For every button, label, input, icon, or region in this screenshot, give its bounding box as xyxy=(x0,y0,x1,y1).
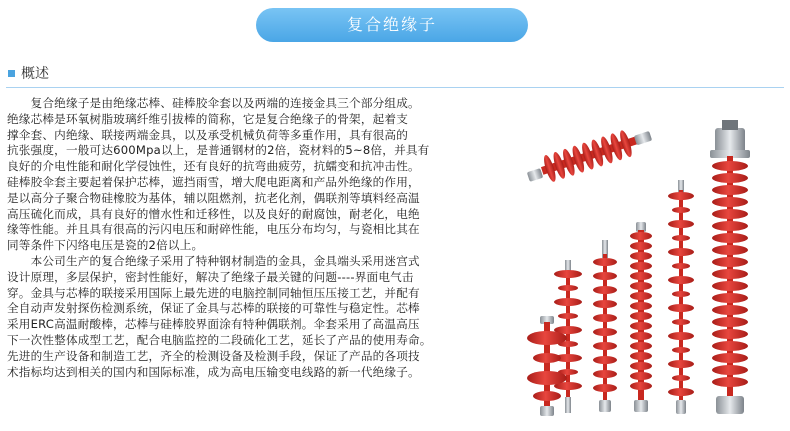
text-line: 绝缘芯棒是环氧树脂玻璃纤维引拔棒的简称，它是复合绝缘子的骨架，起着支 xyxy=(7,111,408,126)
text-line: 抗张强度，一般可达600Mpa以上，是普通钢材的2倍，瓷材料的5~8倍，并具有 xyxy=(7,143,430,158)
text-line: 撑伞套、内绝缘、联接两端金具，以及承受机械负荷等多重作用，具有很高的 xyxy=(7,127,408,142)
text-line: 是以高分子聚合物硅橡胶为基体，辅以阻燃剂，抗老化剂，偶联剂等填料经高温 xyxy=(7,190,420,205)
text-line: 本公司生产的复合绝缘子采用了特种钢材制造的金具，金具端头采用迷宫式 xyxy=(7,253,420,268)
text-line: 全自动声发射探伤检测系统，保证了金具与芯棒的联接的可靠性与稳定性。芯棒 xyxy=(7,301,420,316)
page-title-banner: 复合绝缘子 xyxy=(256,8,528,42)
text-line: 穿。金具与芯棒的联接采用国际上最先进的电脑控制同轴恒压压接工艺，并配有 xyxy=(7,285,420,300)
text-line: 良好的介电性能和耐化学侵蚀性，还有良好的抗弯曲疲劳，抗蠕变和抗冲击性。 xyxy=(7,159,420,174)
section-heading xyxy=(8,64,49,82)
text-line: 硅棒胶伞套主要起着保护芯棒，遮挡雨雪，增大爬电距离和产品外绝缘的作用， xyxy=(7,174,420,189)
text-line: 同等条件下闪络电压是瓷的2倍以上。 xyxy=(7,238,204,253)
text-line: 设计原理，多层保护，密封性能好，解决了绝缘子最关键的问题----界面电气击 xyxy=(7,269,414,284)
text-line: 术指标均达到相关的国内和国际标准，成为高电压输变电线路的新一代绝缘子。 xyxy=(7,364,420,379)
section-marker xyxy=(8,70,15,77)
text-line: 下一次性整体成型工艺，配合电脑监控的二段硫化工艺，延长了产品的使用寿命。 xyxy=(7,332,432,347)
insulator-product-photo xyxy=(510,92,780,422)
section-divider xyxy=(6,87,784,88)
description-text xyxy=(7,96,503,380)
text-line: 复合绝缘子是由绝缘芯棒、硅棒胶伞套以及两端的连接金具三个部分组成。 xyxy=(7,96,420,110)
text-line: 缘等性能。并且具有很高的污闪电压和耐碎性能，电压分布均匀，与瓷相比其在 xyxy=(7,222,420,237)
text-line: 先进的生产设备和制造工艺，齐全的检测设备及检测手段，保证了产品的各项技 xyxy=(7,348,420,363)
section-title: 概述 xyxy=(21,66,49,82)
text-line: 高压硫化而成，具有良好的憎水性和迁移性，以及良好的耐腐蚀，耐老化，电绝 xyxy=(7,206,420,221)
text-line: 采用ERC高温耐酸棒，芯棒与硅棒胶界面涂有特种偶联剂。伞套采用了高温高压 xyxy=(7,317,420,332)
